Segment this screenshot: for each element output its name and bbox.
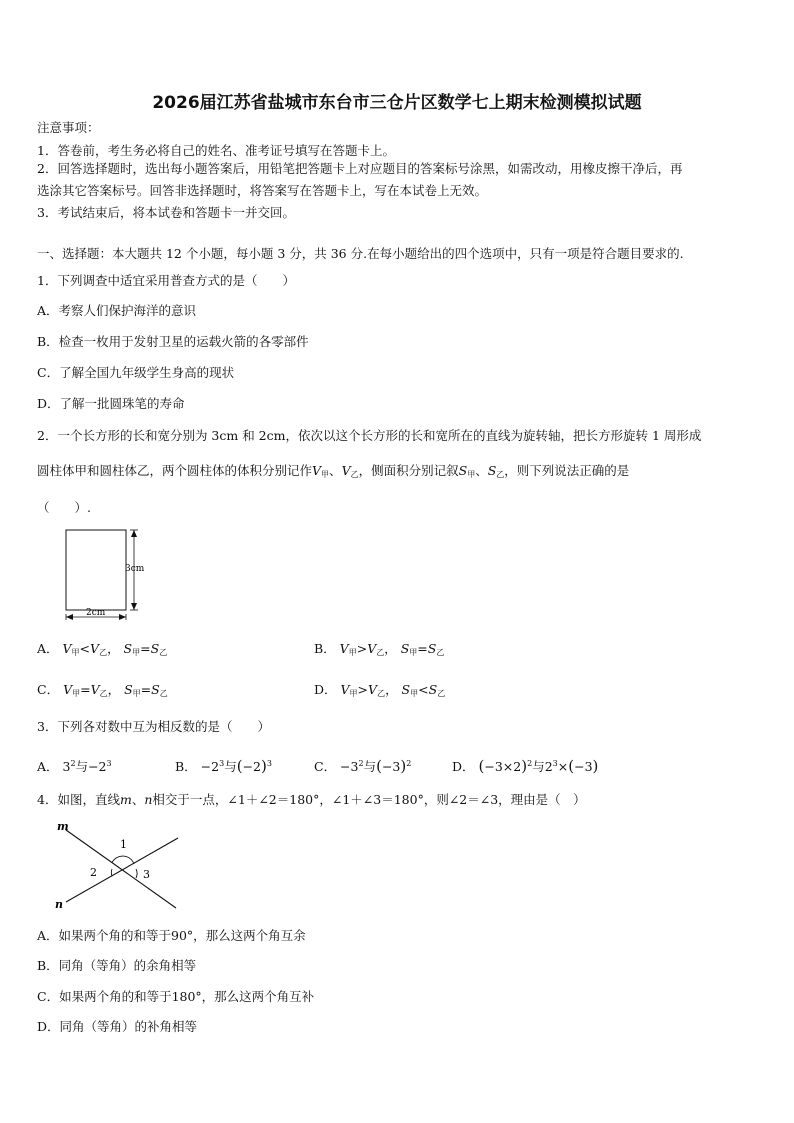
q2-option-d: D． $V_甲>V_乙$， $S_甲<S_乙$ [314, 682, 446, 698]
q1-option-b: B．检查一枚用于发射卫星的运载火箭的各零部件 [37, 334, 309, 349]
q3-option-d: D． $(-3\times 2)^2$与$2^3\times(-3)$ [452, 757, 599, 775]
q4-option-a: A．如果两个角的和等于90°，那么这两个角互余 [37, 928, 306, 943]
width-label: 2cm [86, 608, 106, 618]
angle-3-label: 3 [143, 868, 150, 881]
page-title: 2026届江苏省盐城市东台市三仓片区数学七上期末检测模拟试题 [152, 93, 642, 113]
q3-option-b: B． $-2^3$与$(-2)^3$ [175, 757, 272, 775]
height-label: 3cm [125, 564, 145, 574]
section-heading: 一、选择题：本大题共 12 个小题，每小题 3 分，共 36 分.在每小题给出的四个选项中，只有一项是符合题目要求的. [37, 246, 684, 261]
q3-option-a: A． $3^2$与$-2^3$ [37, 759, 112, 774]
q1-option-c: C．了解全国九年级学生身高的现状 [37, 365, 235, 380]
notice-item-2-cont: 选涂其它答案标号。回答非选择题时，将答案写在答题卡上，写在本试卷上无效。 [37, 183, 488, 198]
q2-line3: （ ）. [37, 500, 91, 515]
q4-option-d: D．同角（等角）的补角相等 [37, 1019, 198, 1034]
q3-option-c: C． $-3^2$与$(-3)^2$ [314, 757, 412, 775]
notice-item-3: 3．考试结束后，将本试卷和答题卡一并交回。 [37, 205, 295, 220]
notice-item-2: 2．回答选择题时，选出每小题答案后，用铅笔把答题卡上对应题目的答案标号涂黑，如需改动，用橡皮擦干净后，再 [37, 161, 683, 176]
q3-stem: 3．下列各对数中互为相反数的是（ ） [37, 719, 270, 734]
q4-option-b: B．同角（等角）的余角相等 [37, 958, 197, 973]
angle-2-label: 2 [90, 866, 97, 879]
line-n-label: n [55, 898, 63, 911]
q2-line2: 圆柱体甲和圆柱体乙，两个圆柱体的体积分别记作$V_甲$、$V_乙$，侧面积分别记叙$S_甲$、$S_乙$，则下列说法正确的是 [37, 463, 630, 479]
q2-option-a: A． $V_甲<V_乙$， $S_甲=S_乙$ [37, 641, 168, 657]
angle-1-label: 1 [120, 838, 127, 851]
q2-option-c: C． $V_甲=V_乙$， $S_甲=S_乙$ [37, 682, 168, 698]
q1-option-d: D．了解一批圆珠笔的寿命 [37, 396, 185, 411]
notice-heading: 注意事项： [37, 120, 100, 135]
line-m-label: m [57, 820, 69, 833]
q4-stem: 4．如图，直线m、n相交于一点，∠1＋∠2＝180°，∠1＋∠3＝180°，则∠2＝∠3，理由是（ ） [37, 792, 586, 807]
q2-option-b: B． $V_甲>V_乙$， $S_甲=S_乙$ [314, 641, 445, 657]
notice-item-1: 1．答卷前，考生务必将自己的姓名、准考证号填写在答题卡上。 [37, 143, 395, 158]
rectangle-figure [56, 522, 166, 626]
q4-option-c: C．如果两个角的和等于180°，那么这两个角互补 [37, 989, 315, 1004]
q1-stem: 1．下列调查中适宜采用普查方式的是（ ） [37, 273, 295, 288]
q1-option-a: A．考察人们保护海洋的意识 [37, 303, 197, 318]
intersecting-lines-figure [50, 818, 190, 914]
q2-line1: 2．一个长方形的长和宽分别为 3cm 和 2cm，依次以这个长方形的长和宽所在的直线为旋转轴，把长方形旋转 1 周形成 [37, 428, 702, 443]
